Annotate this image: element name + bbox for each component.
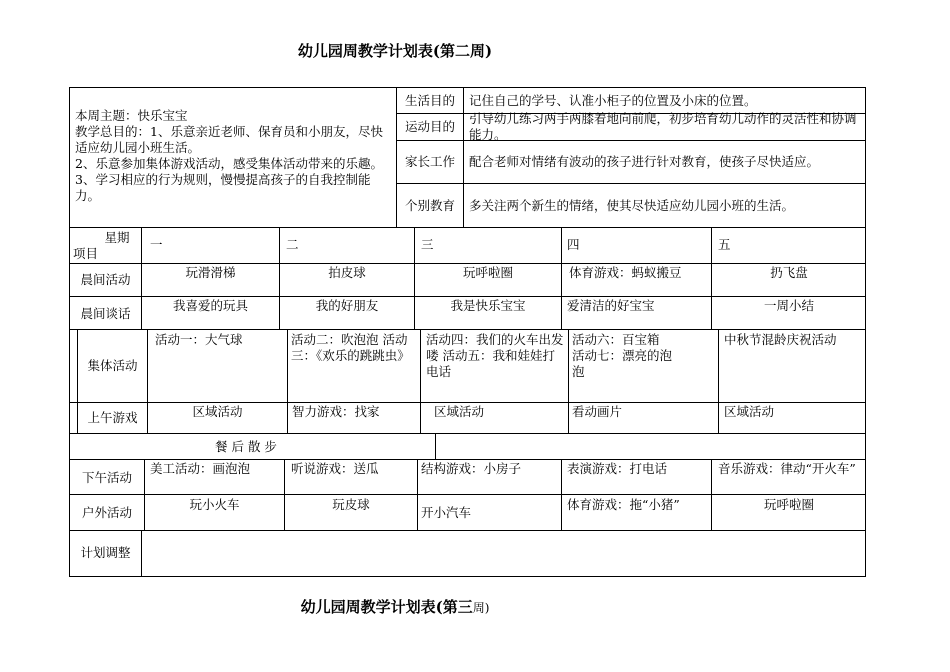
morning-activity-wed: 玩呼啦圈 bbox=[462, 265, 513, 280]
sport-goal-label: 运动目的 bbox=[404, 119, 455, 134]
afternoon-activity-tue: 听说游戏：送瓜 bbox=[291, 461, 379, 476]
afternoon-activity-fri: 音乐游戏：律动“开火车” bbox=[718, 461, 856, 476]
outdoor-activity-tue: 玩皮球 bbox=[332, 497, 370, 512]
morning-game-thu: 看动画片 bbox=[572, 404, 623, 419]
group-activity-thu: 活动六：百宝箱 活动七：漂亮的泡泡 bbox=[572, 332, 673, 379]
outdoor-activity-fri: 玩呼啦圈 bbox=[763, 497, 814, 512]
group-activity-wed: 活动四：我们的火车出发喽 活动五：我和娃娃打电话 bbox=[426, 332, 564, 379]
row-label-afternoon-activity: 下午活动 bbox=[81, 470, 132, 485]
morning-activity-mon: 玩滑滑梯 bbox=[185, 265, 236, 280]
day-header-mon: 一 bbox=[150, 237, 163, 252]
group-activity-tue: 活动二：吹泡泡 活动三：《欢乐的跳跳虫》 bbox=[291, 332, 410, 363]
row-label-plan-adjust: 计划调整 bbox=[80, 545, 131, 560]
goal-2-text: 2、乐意参加集体游戏活动，感受集体活动带来的乐趣。 bbox=[75, 156, 383, 171]
afternoon-activity-wed: 结构游戏：小房子 bbox=[421, 461, 522, 476]
morning-game-tue: 智力游戏：找家 bbox=[292, 404, 380, 419]
sport-goal-content: 引导幼儿练习两手两膝着地向前爬，初步培育幼儿动作的灵活性和协调能力。 bbox=[469, 111, 857, 142]
outdoor-activity-mon: 玩小火车 bbox=[189, 497, 240, 512]
morning-activity-fri: 扔飞盘 bbox=[770, 265, 808, 280]
morning-talk-mon: 我喜爱的玩具 bbox=[172, 298, 248, 313]
group-activity-fri: 中秋节混龄庆祝活动 bbox=[724, 332, 837, 347]
weekly-goals bbox=[75, 108, 393, 204]
morning-talk-fri: 一周小结 bbox=[763, 298, 814, 313]
corner-header-item: 项目 bbox=[73, 246, 99, 261]
week3-title-suffix: 周) bbox=[472, 601, 490, 615]
theme-text: 本周主题：快乐宝宝 bbox=[75, 108, 188, 123]
morning-activity-tue: 拍皮球 bbox=[328, 265, 366, 280]
afternoon-activity-mon: 美工活动：画泡泡 bbox=[150, 461, 251, 476]
page-title: 幼儿园周教学计划表(第二周) bbox=[297, 42, 493, 60]
morning-talk-tue: 我的好朋友 bbox=[315, 298, 379, 313]
day-header-wed: 三 bbox=[421, 237, 434, 252]
life-goal-content: 记住自己的学号、认准小柜子的位置及小床的位置。 bbox=[469, 93, 757, 108]
page-title-week3 bbox=[0, 596, 790, 617]
corner-header-day: 星期 bbox=[104, 230, 130, 245]
individual-edu-label: 个别教育 bbox=[404, 198, 455, 213]
morning-game-mon: 区域活动 bbox=[192, 404, 243, 419]
individual-edu-content: 多关注两个新生的情绪，使其尽快适应幼儿园小班的生活。 bbox=[469, 198, 795, 213]
after-meal-walk: 餐 后 散 步 bbox=[215, 439, 277, 454]
morning-talk-thu: 爱清洁的好宝宝 bbox=[567, 298, 655, 313]
row-label-morning-game: 上午游戏 bbox=[87, 410, 138, 425]
goal-1-text: 教学总目的：1、乐意亲近老师、保育员和小朋友，尽快适应幼儿园小班生活。 bbox=[75, 124, 383, 155]
parent-work-content: 配合老师对情绪有波动的孩子进行针对教育，使孩子尽快适应。 bbox=[469, 154, 820, 169]
group-activity-mon: 活动一：大气球 bbox=[155, 332, 243, 347]
row-label-outdoor-activity: 户外活动 bbox=[81, 505, 132, 520]
parent-work-label: 家长工作 bbox=[404, 154, 455, 169]
morning-activity-thu: 体育游戏：蚂蚁搬豆 bbox=[569, 265, 682, 280]
afternoon-activity-thu: 表演游戏：打电话 bbox=[567, 461, 668, 476]
life-goal-label: 生活目的 bbox=[404, 93, 455, 108]
day-header-tue: 二 bbox=[286, 237, 299, 252]
row-label-group-activity: 集体活动 bbox=[87, 358, 138, 373]
morning-game-fri: 区域活动 bbox=[724, 404, 775, 419]
row-label-morning-talk: 晨间谈话 bbox=[80, 306, 131, 321]
day-header-thu: 四 bbox=[567, 237, 580, 252]
morning-talk-wed: 我是快乐宝宝 bbox=[450, 298, 526, 313]
goal-3-text: 3、学习相应的行为规则，慢慢提高孩子的自我控制能力。 bbox=[75, 172, 371, 203]
outdoor-activity-thu: 体育游戏：拖“小猪” bbox=[567, 497, 680, 512]
day-header-fri: 五 bbox=[718, 237, 731, 252]
week3-title-main: 幼儿园周教学计划表(第三 bbox=[300, 598, 473, 616]
morning-game-wed: 区域活动 bbox=[434, 404, 485, 419]
row-label-morning-activity: 晨间活动 bbox=[80, 272, 131, 287]
outdoor-activity-wed: 开小汽车 bbox=[421, 505, 472, 520]
